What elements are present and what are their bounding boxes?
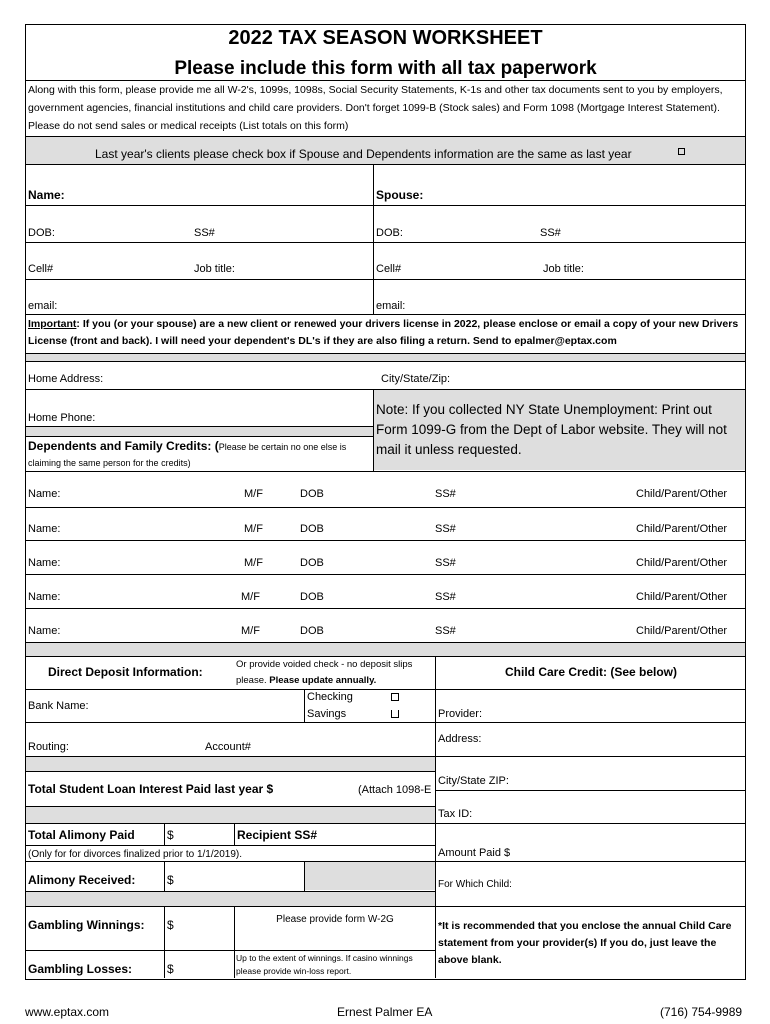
direct-deposit-title: Direct Deposit Information:	[48, 665, 203, 679]
dependents-table	[25, 471, 746, 657]
spouse-cell-label: Cell#	[376, 263, 402, 275]
routing-label: Routing:	[28, 741, 69, 753]
spouse-label: Spouse:	[376, 188, 424, 202]
gambling-losses-label: Gambling Losses:	[28, 962, 133, 976]
savings-checkbox[interactable]	[391, 710, 399, 718]
tax-id-label: Tax ID:	[438, 808, 473, 820]
which-child-label: For Which Child:	[438, 879, 512, 890]
student-loan-attach: (Attach 1098-E	[358, 784, 432, 796]
gambling-losses-note: Up to the extent of winnings. If casino winnings please provide win-loss report.	[236, 953, 413, 976]
dob-label: DOB:	[28, 227, 55, 239]
gambling-winnings-dollar: $	[167, 918, 174, 932]
amount-paid-label: Amount Paid $	[438, 847, 511, 859]
dependent-row: Name: M/F DOB SS# Child/Parent/Other	[25, 507, 746, 541]
spouse-job-label: Job title:	[543, 263, 584, 275]
footer-phone: (716) 754-9989	[660, 1005, 743, 1019]
form-subtitle: Please include this form with all tax paperwork	[174, 58, 597, 79]
student-loan-label: Total Student Loan Interest Paid last year $	[28, 782, 274, 796]
alimony-received-label: Alimony Received:	[28, 873, 136, 887]
important-note: Important: If you (or your spouse) are a new client or renewed your drivers license in 2022, please enclose or email a copy of your new Drivers License (front and back). I will need your dependent's DL's if they are also filing a return. Send to epalmer@eptax.com	[28, 318, 739, 347]
alimony-paid-dollar: $	[167, 828, 174, 842]
form-title: 2022 TAX SEASON WORKSHEET	[228, 27, 543, 49]
footer-website[interactable]: www.eptax.com	[25, 1005, 110, 1019]
checking-label: Checking	[307, 691, 353, 703]
w2g-note: Please provide form W-2G	[276, 914, 394, 925]
savings-label: Savings	[307, 708, 347, 720]
gambling-winnings-label: Gambling Winnings:	[28, 918, 145, 932]
dependent-row: Name: M/F DOB SS# Child/Parent/Other	[25, 541, 746, 575]
same-as-last-year-label: Last year's clients please check box if Spouse and Dependents information are the same as last year	[95, 147, 632, 161]
checking-checkbox[interactable]	[391, 693, 399, 701]
dependent-row: Name: M/F DOB SS# Child/Parent/Other	[25, 609, 746, 643]
dependents-title: Dependents and Family Credits: (Please be certain no one else is claiming the same person for the credits)	[28, 439, 347, 468]
dependent-row: Name: M/F DOB SS# Child/Parent/Other	[25, 471, 746, 508]
dependent-row: Name: M/F DOB SS# Child/Parent/Other	[25, 575, 746, 609]
ss-label: SS#	[194, 227, 215, 239]
cell-label: Cell#	[28, 263, 54, 275]
alimony-paid-label: Total Alimony Paid	[28, 828, 135, 842]
account-label: Account#	[205, 741, 251, 753]
city-state-zip-label: City/State/Zip:	[381, 373, 451, 385]
bank-name-label: Bank Name:	[28, 700, 89, 712]
job-label: Job title:	[194, 263, 235, 275]
same-as-last-year-checkbox[interactable]	[678, 148, 685, 155]
cc-city-label: City/State ZIP:	[438, 775, 509, 787]
footer-name: Ernest Palmer EA	[337, 1005, 433, 1019]
childcare-recommend-note: *It is recommended that you enclose the annual Child Care statement from your provider(s) If you do, just leave the above blank.	[438, 920, 732, 966]
unemployment-note: Note: If you collected NY State Unemployment: Print out Form 1099-G from the Dept of Labor website. They will not mail it unless requested.	[376, 402, 727, 457]
spouse-ss-label: SS#	[540, 227, 561, 239]
spouse-email-label: email:	[376, 300, 406, 312]
child-care-title: Child Care Credit: (See below)	[504, 665, 678, 679]
intro-text: Along with this form, please provide me all W-2's, 1099s, 1098s, Social Security Statements, K-1s and other tax documents sent to you by employers, government agencies, financial institutions and child care providers. Don't forget 1099-B (Stock sales) and Form 1098 (Mortgage Interest Statement). Please do not send sales or medical receipts (List totals on this form)	[28, 84, 723, 132]
spouse-dob-label: DOB:	[376, 227, 403, 239]
alimony-note: (Only for for divorces finalized prior to 1/1/2019).	[28, 849, 242, 860]
cc-address-label: Address:	[438, 733, 482, 745]
recipient-ss-label: Recipient SS#	[237, 828, 318, 842]
home-address-label: Home Address:	[28, 373, 104, 385]
email-label: email:	[28, 300, 58, 312]
home-phone-label: Home Phone:	[28, 412, 96, 424]
gambling-losses-dollar: $	[167, 962, 174, 976]
direct-deposit-note: Or provide voided check - no deposit slips please. Please update annually.	[236, 659, 413, 686]
alimony-received-dollar: $	[167, 873, 174, 887]
provider-label: Provider:	[438, 708, 483, 720]
name-label: Name:	[28, 188, 65, 202]
